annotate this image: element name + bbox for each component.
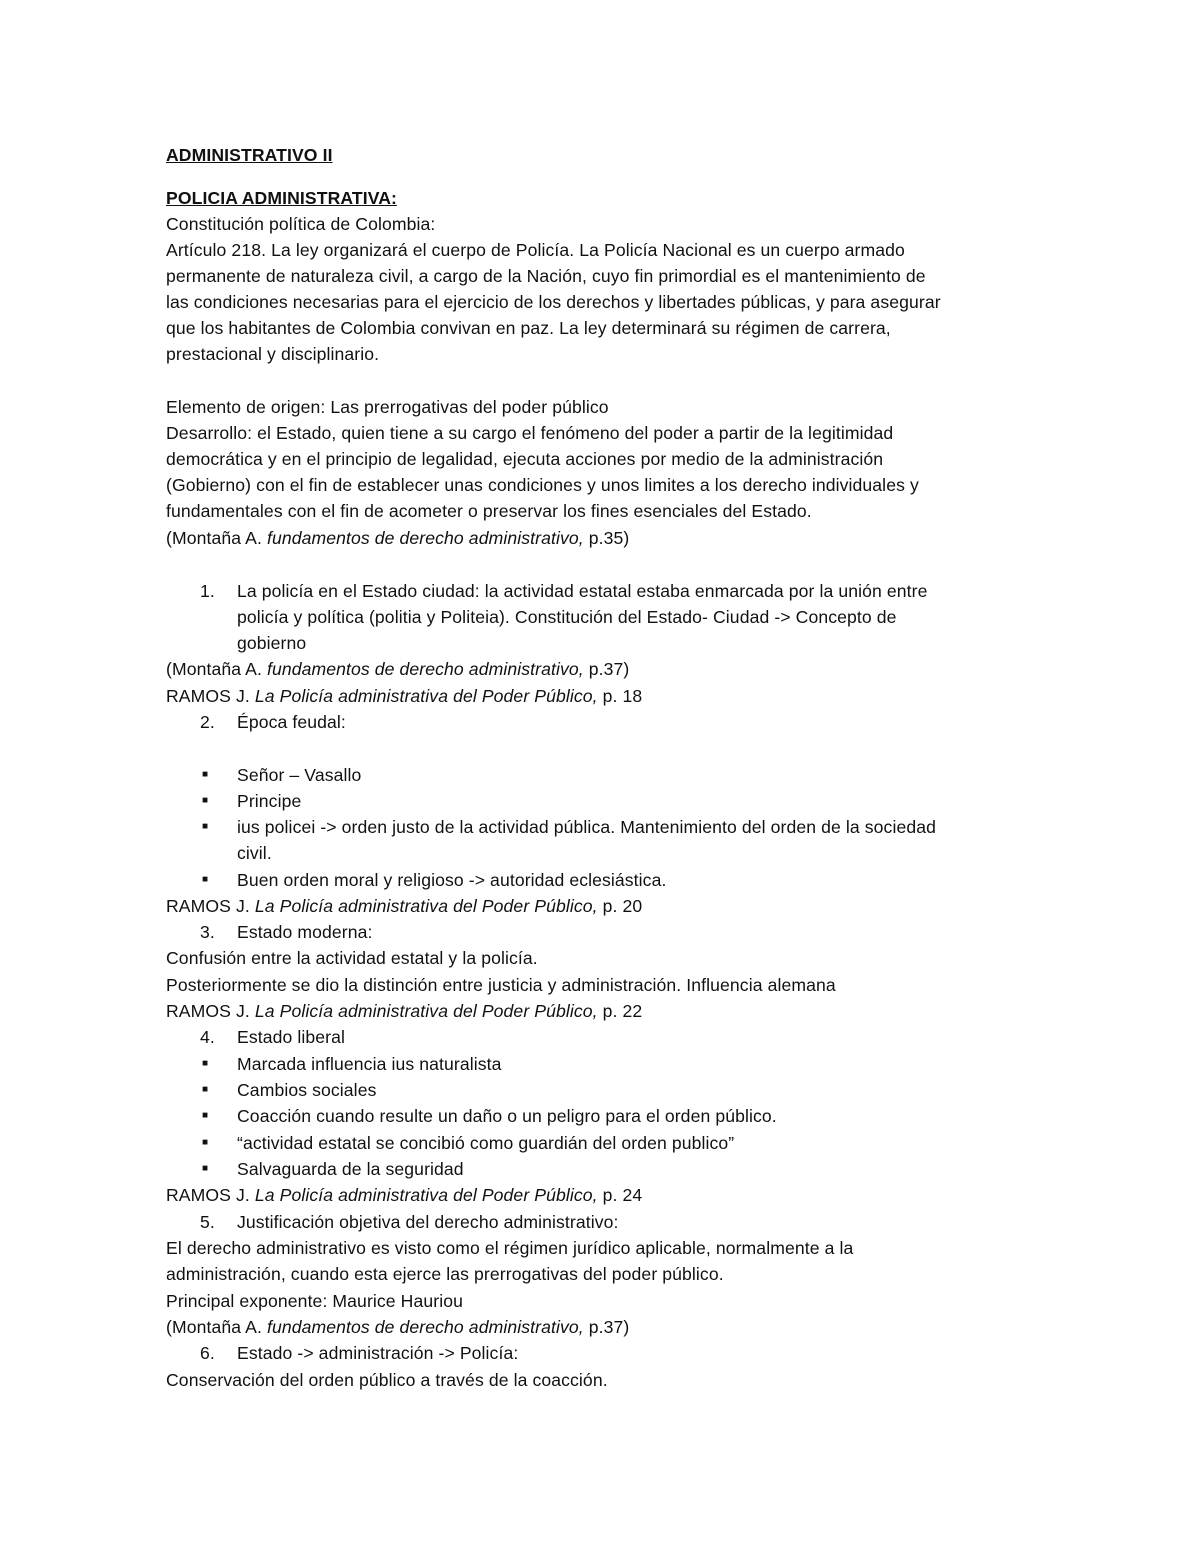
citation-ramos: RAMOS J. La Policía administrativa del Poder Público, p. 24 (166, 1185, 643, 1205)
development-line: democrática y en el principio de legalidad, ejecuta acciones por medio de la administración (166, 449, 884, 469)
development-line: fundamentales con el fin de acometer o preservar los fines esenciales del Estado. (166, 501, 812, 521)
list-number: 4. (200, 1027, 215, 1047)
bullet-icon: ■ (202, 1137, 209, 1148)
bullet-icon: ■ (202, 795, 209, 806)
list-number: 2. (200, 712, 215, 732)
citation-montana: (Montaña A. fundamentos de derecho administrativo, p.35) (166, 528, 630, 548)
bullet-text: Cambios sociales (237, 1080, 377, 1100)
bullet-icon: ■ (202, 1084, 209, 1095)
citation-ramos: RAMOS J. La Policía administrativa del Poder Público, p. 18 (166, 686, 643, 706)
article-line: prestacional y disciplinario. (166, 344, 380, 364)
citation-montana: (Montaña A. fundamentos de derecho administrativo, p.37) (166, 1317, 630, 1337)
bullet-text: Coacción cuando resulte un daño o un peligro para el orden público. (237, 1106, 777, 1126)
paragraph-line: El derecho administrativo es visto como el régimen jurídico aplicable, normalmente a la (166, 1238, 854, 1258)
list-number: 5. (200, 1212, 215, 1232)
list-number: 1. (200, 581, 215, 601)
list-item-text: policía y política (politia y Politeia). Constitución del Estado- Ciudad -> Concepto de (237, 607, 897, 627)
citation-ramos: RAMOS J. La Policía administrativa del Poder Público, p. 20 (166, 896, 643, 916)
paragraph-line: Posteriormente se dio la distinción entre justicia y administración. Influencia alemana (166, 975, 836, 995)
constitution-label: Constitución política de Colombia: (166, 214, 436, 234)
bullet-icon: ■ (202, 769, 209, 780)
development-line: (Gobierno) con el fin de establecer unas condiciones y unos limites a los derecho individuales y (166, 475, 919, 495)
citation-montana: (Montaña A. fundamentos de derecho administrativo, p.37) (166, 659, 630, 679)
section-heading: POLICIA ADMINISTRATIVA: (166, 188, 397, 208)
origin-line: Elemento de origen: Las prerrogativas del poder público (166, 397, 609, 417)
bullet-text: Principe (237, 791, 302, 811)
bullet-text: ius policei -> orden justo de la actividad pública. Mantenimiento del orden de la sociedad (237, 817, 937, 837)
document-title: ADMINISTRATIVO II (166, 145, 333, 165)
bullet-text: Buen orden moral y religioso -> autoridad eclesiástica. (237, 870, 667, 890)
article-line: permanente de naturaleza civil, a cargo de la Nación, cuyo fin primordial es el mantenimiento de (166, 266, 926, 286)
list-item-text: Estado liberal (237, 1027, 346, 1047)
bullet-text: civil. (237, 843, 272, 863)
article-line: Artículo 218. La ley organizará el cuerpo de Policía. La Policía Nacional es un cuerpo armado (166, 240, 905, 260)
development-line: Desarrollo: el Estado, quien tiene a su cargo el fenómeno del poder a partir de la legitimidad (166, 423, 894, 443)
paragraph-line: Principal exponente: Maurice Hauriou (166, 1291, 463, 1311)
bullet-text: Marcada influencia ius naturalista (237, 1054, 502, 1074)
list-item-text: La policía en el Estado ciudad: la actividad estatal estaba enmarcada por la unión entre (237, 581, 928, 601)
bullet-text: Salvaguarda de la seguridad (237, 1159, 464, 1179)
bullet-icon: ■ (202, 1058, 209, 1069)
list-item-text: Justificación objetiva del derecho administrativo: (237, 1212, 619, 1232)
list-number: 3. (200, 922, 215, 942)
list-item-text: Época feudal: (237, 712, 346, 732)
paragraph-line: administración, cuando esta ejerce las prerrogativas del poder público. (166, 1264, 724, 1284)
list-number: 6. (200, 1343, 215, 1363)
list-item-text: gobierno (237, 633, 307, 653)
citation-ramos: RAMOS J. La Policía administrativa del Poder Público, p. 22 (166, 1001, 643, 1021)
bullet-icon: ■ (202, 821, 209, 832)
article-line: las condiciones necesarias para el ejercicio de los derechos y libertades públicas, y para asegurar (166, 292, 941, 312)
bullet-text: “actividad estatal se concibió como guardián del orden publico” (237, 1133, 735, 1153)
article-line: que los habitantes de Colombia convivan en paz. La ley determinará su régimen de carrera, (166, 318, 891, 338)
list-item-text: Estado moderna: (237, 922, 373, 942)
list-item-text: Estado -> administración -> Policía: (237, 1343, 519, 1363)
bullet-icon: ■ (202, 874, 209, 885)
bullet-icon: ■ (202, 1163, 209, 1174)
bullet-text: Señor – Vasallo (237, 765, 362, 785)
paragraph-line: Confusión entre la actividad estatal y la policía. (166, 948, 538, 968)
paragraph-line: Conservación del orden público a través de la coacción. (166, 1370, 608, 1390)
bullet-icon: ■ (202, 1110, 209, 1121)
